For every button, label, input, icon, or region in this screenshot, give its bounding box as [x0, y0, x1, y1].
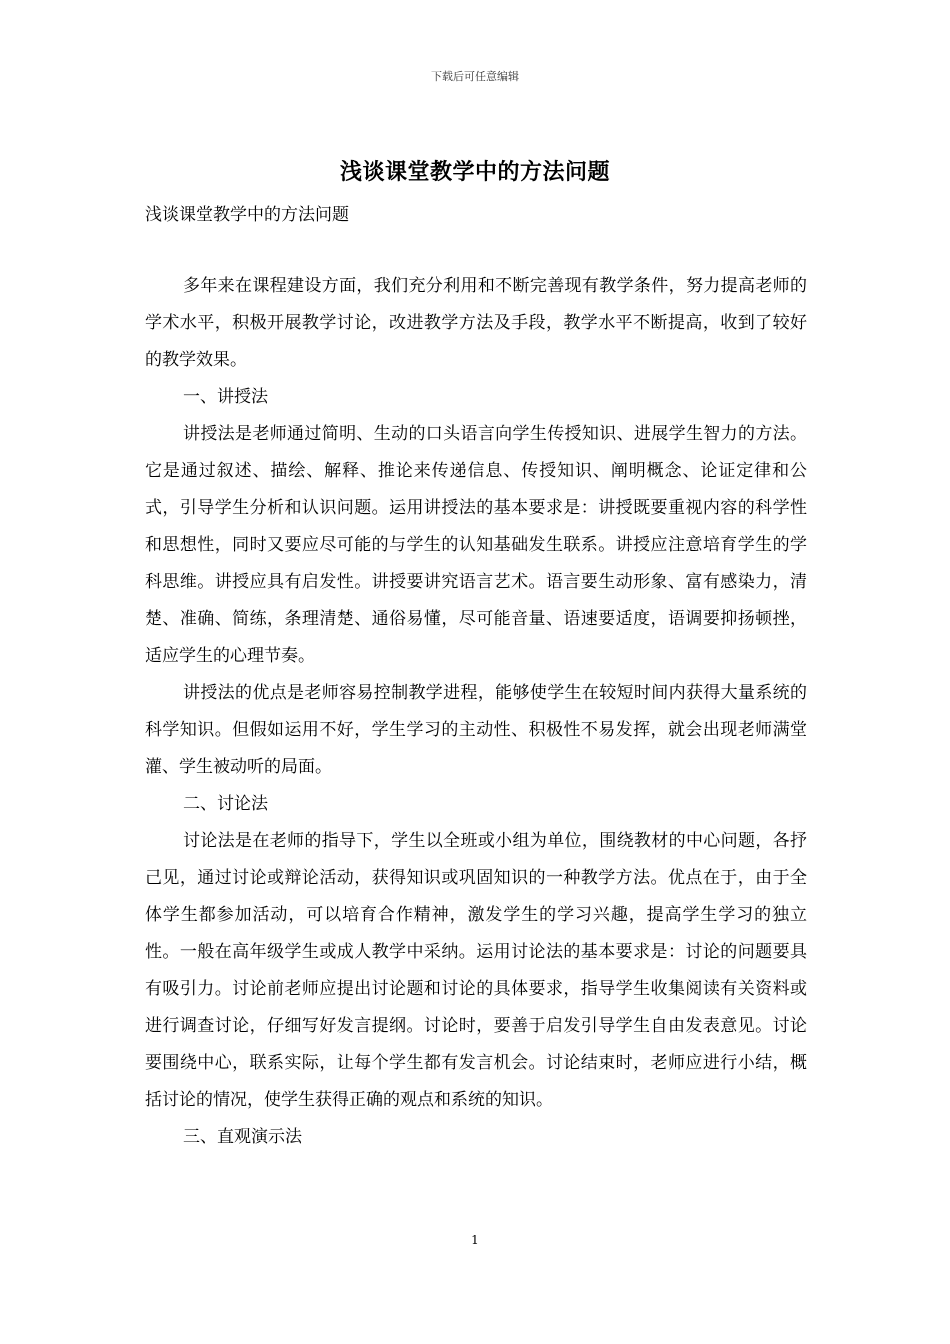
- lecture-advantages-paragraph: 讲授法的优点是老师容易控制教学进程，能够使学生在较短时间内获得大量系统的科学知识。但假如运用不好，学生学习的主动性、积极性不易发挥，就会出现老师满堂灌、学生被动听的局面。: [145, 683, 807, 777]
- section-heading-demonstration: 三、直观演示法: [183, 1127, 302, 1147]
- discussion-paragraph: 讨论法是在老师的指导下，学生以全班或小组为单位，围绕教材的中心问题，各抒己见，通过讨论或辩论活动，获得知识或巩固知识的一种教学方法。优点在于，由于全体学生都参加活动，可以培育合作精神，激发学生的学习兴趣，提高学生学习的独立性。一般在高年级学生或成人教学中采纳。运用讨论法的基本要求是：讨论的问题要具有吸引力。讨论前老师应提出讨论题和讨论的具体要求，指导学生收集阅读有关资料或进行调查讨论，仔细写好发言提纲。讨论时，要善于启发引导学生自由发表意见。讨论要围绕中心，联系实际，让每个学生都有发言机会。讨论结束时，老师应进行小结，概括讨论的情况，使学生获得正确的观点和系统的知识。: [145, 831, 807, 1110]
- document-subtitle: 浅谈课堂教学中的方法问题: [145, 205, 349, 225]
- page-number: 1: [471, 1233, 479, 1247]
- document-title: 浅谈课堂教学中的方法问题: [339, 159, 610, 185]
- section-heading-discussion: 二、讨论法: [183, 794, 268, 814]
- header-note: 下载后可任意编辑: [431, 70, 519, 83]
- document-body: [145, 268, 807, 1156]
- intro-paragraph: 多年来在课程建设方面，我们充分利用和不断完善现有教学条件，努力提高老师的学术水平，积极开展教学讨论，改进教学方法及手段，教学水平不断提高，收到了较好的教学效果。: [145, 276, 807, 370]
- section-heading-lecture: 一、讲授法: [183, 387, 268, 407]
- lecture-paragraph: 讲授法是老师通过简明、生动的口头语言向学生传授知识、进展学生智力的方法。它是通过叙述、描绘、解释、推论来传递信息、传授知识、阐明概念、论证定律和公式，引导学生分析和认识问题。运用讲授法的基本要求是：讲授既要重视内容的科学性和思想性，同时又要应尽可能的与学生的认知基础发生联系。讲授应注意培育学生的学科思维。讲授应具有启发性。讲授要讲究语言艺术。语言要生动形象、富有感染力，清楚、准确、简练，条理清楚、通俗易懂，尽可能音量、语速要适度，语调要抑扬顿挫，适应学生的心理节奏。: [145, 424, 807, 666]
